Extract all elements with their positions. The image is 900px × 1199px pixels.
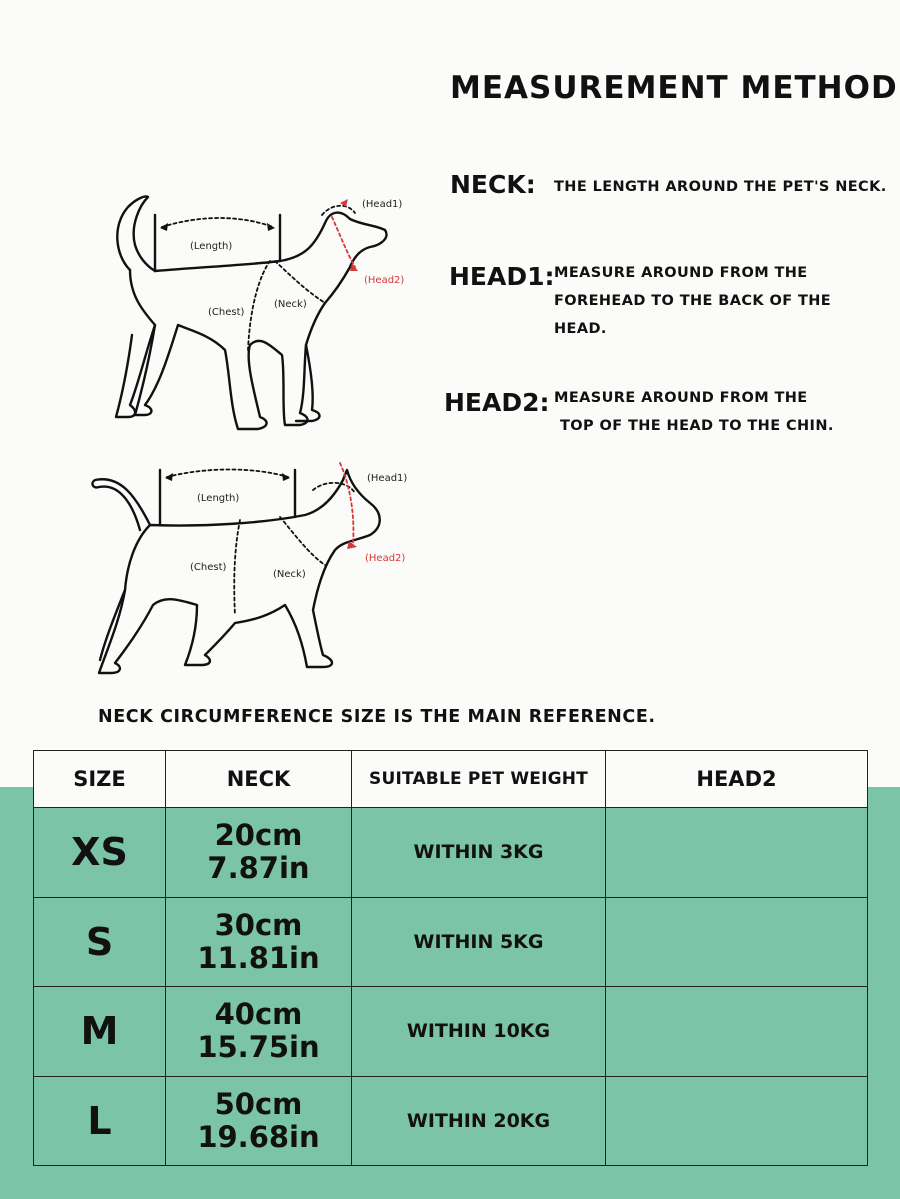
size-cell: M xyxy=(34,987,166,1077)
dog-head2-label: (Head2) xyxy=(364,275,405,286)
head1-term: HEAD1: xyxy=(449,262,555,291)
weight-cell: WITHIN 3KG xyxy=(352,808,606,898)
header-size: SIZE xyxy=(34,751,166,808)
cat-chest-label: (Chest) xyxy=(190,562,227,573)
neck-description: THE LENGTH AROUND THE PET'S NECK. xyxy=(554,179,887,195)
cat-head2-label: (Head2) xyxy=(365,553,406,564)
header-head2: HEAD2 xyxy=(606,751,868,808)
neck-term: NECK: xyxy=(450,170,536,199)
weight-cell: WITHIN 20KG xyxy=(352,1076,606,1166)
dog-measurement-diagram xyxy=(100,185,410,445)
size-cell: S xyxy=(34,897,166,987)
size-cell: XS xyxy=(34,808,166,898)
neck-cell: 30cm 11.81in xyxy=(166,897,352,987)
cat-hind-leg xyxy=(100,590,125,660)
header-weight: SUITABLE PET WEIGHT xyxy=(352,751,606,808)
dog-front-leg xyxy=(296,345,320,421)
head2-cell xyxy=(606,808,868,898)
cat-measurement-diagram xyxy=(85,455,415,675)
dog-body-outline xyxy=(130,213,387,429)
table-row xyxy=(34,897,868,987)
table-row xyxy=(34,1076,868,1166)
table-header-row xyxy=(34,751,868,808)
neck-cell: 20cm 7.87in xyxy=(166,808,352,898)
weight-cell: WITHIN 10KG xyxy=(352,987,606,1077)
cat-body-outline xyxy=(99,470,380,673)
head2-cell xyxy=(606,897,868,987)
weight-cell: WITHIN 5KG xyxy=(352,897,606,987)
header-neck: NECK xyxy=(166,751,352,808)
cat-tail xyxy=(92,479,150,530)
cat-neck-label: (Neck) xyxy=(273,569,306,580)
neck-cell: 40cm 15.75in xyxy=(166,987,352,1077)
table-row xyxy=(34,987,868,1077)
cat-length-label: (Length) xyxy=(197,493,240,504)
dog-tail xyxy=(117,196,155,271)
head2-cell xyxy=(606,1076,868,1166)
head2-cell xyxy=(606,987,868,1077)
page-title: MEASUREMENT METHOD xyxy=(450,70,898,106)
table-row xyxy=(34,808,868,898)
neck-cell: 50cm 19.68in xyxy=(166,1076,352,1166)
dog-chest-label: (Chest) xyxy=(208,307,245,318)
head2-description: MEASURE AROUND FROM THE TOP OF THE HEAD TO THE CHIN. xyxy=(554,390,834,434)
dog-neck-label: (Neck) xyxy=(274,299,307,310)
dog-back-leg xyxy=(116,325,155,417)
size-reference-note: NECK CIRCUMFERENCE SIZE IS THE MAIN REFERENCE. xyxy=(98,707,656,727)
head1-description: MEASURE AROUND FROM THE FOREHEAD TO THE BACK OF THE HEAD. xyxy=(554,265,832,337)
size-chart-table xyxy=(33,750,868,1166)
cat-head1-label: (Head1) xyxy=(367,473,408,484)
head2-term: HEAD2: xyxy=(444,388,550,417)
dog-head1-label: (Head1) xyxy=(362,199,403,210)
dog-length-label: (Length) xyxy=(190,241,233,252)
size-cell: L xyxy=(34,1076,166,1166)
